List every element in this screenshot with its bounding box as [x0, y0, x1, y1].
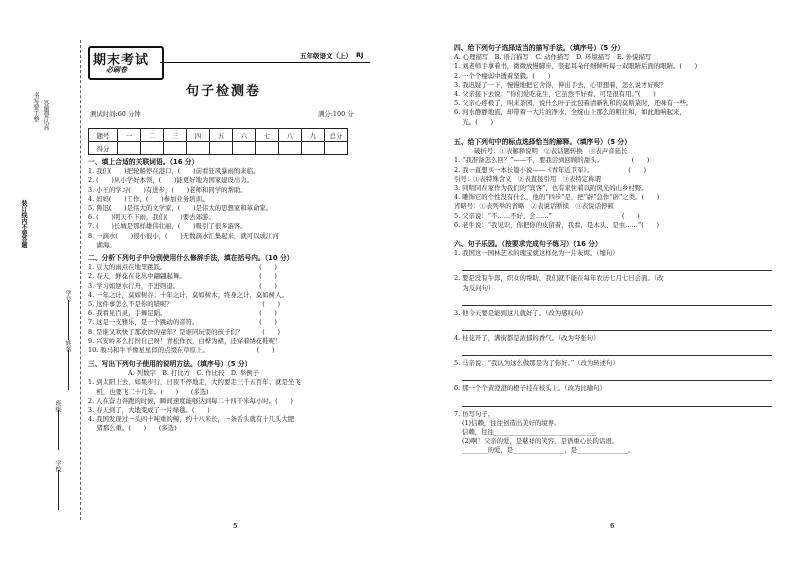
score-cell: 七 [256, 129, 279, 142]
section-title: 六、句子乐园。（按要求完成句子练习）（16 分） [454, 240, 602, 248]
score-cell: 五 [210, 129, 233, 142]
question-line[interactable]: 2. 一个个瘦弱中透着坚毅。( ) [454, 71, 551, 80]
question-line[interactable]: 4. 我国发现过一头四十吨重的鲸，约十八米长，一条舌头就有十几头大肥 [88, 415, 295, 424]
question-line[interactable]: 2. ( )从小学好本领，( )能更好地为国家建设出力。 [88, 176, 254, 185]
question-line[interactable]: 4. 一年之计，莫如树谷；十年之计，莫如树木；终身之计，莫如树人。 [88, 290, 288, 299]
school-fill-line[interactable] [58, 470, 59, 510]
answer-line[interactable] [454, 343, 784, 359]
question-line: 湖海。 [88, 240, 116, 249]
imitation-answer-1[interactable]: 信赖，往往________________________________ [462, 428, 597, 437]
question-line[interactable]: 1. 我们( )把轮船停在港口，( )前看狂风暴雨的来临。 [88, 167, 260, 176]
question-line[interactable]: 3. 学习如逆水行舟，不进则退。 ( ) [88, 281, 277, 290]
option-list: 引号：①表特殊含义 ②表直接引用 ③表特定称谓 [454, 174, 601, 183]
answer-line[interactable] [454, 368, 784, 384]
section-3 [88, 360, 388, 434]
question-line[interactable]: 2. 人在奋力奔跑的时候，瞬间速度能够达到每二十四千米每小时。( ) [88, 396, 293, 405]
score-table-header-row [89, 129, 348, 142]
binding-warning: 装订线内不要答题 [20, 200, 27, 248]
question-line: (1)信赖，往往创造出美好的境界。 [462, 418, 561, 427]
score-cell: 二 [141, 129, 164, 142]
score-cell: 总分 [325, 129, 348, 142]
question-line[interactable]: 4. 雕饰它的个性没有什么，他的“四步”是，把“辟”急作“辟”之类。( ) [454, 193, 660, 202]
class-fill-line[interactable] [58, 410, 59, 450]
section-2 [88, 254, 388, 355]
score-cell: 一 [118, 129, 141, 142]
score-input[interactable] [256, 142, 279, 155]
logo-sub-text: 必刷卷 [106, 66, 127, 74]
question-line[interactable]: 5. 父亲心疼极了，叫来茶园，说什么叶子比包着清新乳和的莫斯菜时，还味有一些。 [454, 99, 693, 108]
score-cell: 六 [233, 129, 256, 142]
page-number-left: 5 [233, 522, 238, 530]
logo-main-text: 期末考试 [93, 53, 150, 68]
question-line[interactable]: 1. 到太阳上去，如果步行，日夜不停地走，大约要走三千五百年；就是坐飞 [88, 378, 301, 387]
score-cell: 四 [187, 129, 210, 142]
question-line[interactable]: 1. 豆大的雨点在地里跳跃。 ( ) [88, 263, 277, 272]
page-number-right: 6 [610, 522, 615, 530]
score-input[interactable] [164, 142, 187, 155]
question-line[interactable]: 光。( ) [454, 117, 493, 126]
option-list: 省略号：①表列举的省略 ②表说话断续 ③表说话停顿 [454, 202, 614, 211]
score-input[interactable] [325, 142, 348, 155]
page-title: 句子检测卷 [186, 84, 262, 99]
question-line[interactable]: 6. 河水静静地流，却带着一大片的净水，全绽山上那么的粗壮和，如此地响起来， [454, 108, 686, 117]
name-fill-line[interactable] [68, 350, 69, 390]
question-line: (2)啊！父亲的爱，是慈祥的笑容，是语重心长的话语。 [462, 437, 619, 446]
header-rule [160, 62, 370, 63]
section-title: 一、填上合适的关联词语。（16 分） [88, 158, 199, 166]
question-line[interactable]: 10. 骏马和牛羊像星星似的点缀在草原上。 ( ) [88, 346, 275, 355]
question-line[interactable]: 7. ( )长城是那样雄伟壮丽，( )吸引了很多游客。 [88, 222, 247, 231]
binding-margin [0, 0, 82, 562]
section-6 [454, 240, 784, 456]
test-time: 测试时间:60 分钟 [90, 110, 141, 118]
score-input[interactable] [302, 142, 325, 155]
question-line[interactable]: 6. 我看见百灵，手舞足蹈。 ( ) [88, 309, 277, 318]
score-input[interactable] [187, 142, 210, 155]
question-line[interactable]: 6. 老牛说：“我见识，你把你的皮留着，我看，是木头、是虫……”( ) [454, 220, 659, 229]
question-line[interactable]: 9. 兴安岭多么打扮自己呀！青松作衣，白桦为裙，还穿着绣花鞋呢！ [88, 336, 282, 345]
score-cell: 九 [302, 129, 325, 142]
option-list: A. 列数字 B. 打比方 C. 作比较 D. 举例子 [128, 369, 259, 378]
margin-field-id: 学号 [64, 290, 71, 302]
score-input[interactable] [279, 142, 302, 155]
score-input[interactable] [210, 142, 233, 155]
full-score: 满分:100 分 [318, 110, 354, 118]
score-cell: 题号 [89, 129, 118, 142]
question-line: 3. 他今天要是能到这儿就好了。（改为感叹句） [454, 308, 587, 317]
question-line[interactable]: 2. 春天，鲜花在花丛中翩翩起舞。 ( ) [88, 272, 277, 281]
score-table-score-row [89, 142, 348, 155]
section-title: 五、给下列句中的标点选择恰当的解释。（填序号）（5 分） [454, 138, 632, 146]
question-line: 4. 桂花开了，满街都是浓郁的香气。（改为夸张句） [454, 334, 600, 343]
version-label: RJ [356, 51, 364, 59]
score-cell: 得分 [89, 142, 118, 155]
question-line: 5. 马亲说：“我认为这么做那是为了你好。”（改为转述句） [454, 359, 619, 368]
cut-line [80, 40, 81, 520]
question-line[interactable]: 7. 这是一支雅乐，是一个跳动的音符。 ( ) [88, 318, 277, 327]
margin-tip-2: 答题要认真 [42, 100, 49, 130]
section-title: 三、写出下列句子使用的说明方法。（填序号）（5 分） [88, 360, 252, 368]
answer-line[interactable] [454, 258, 784, 274]
question-line[interactable]: 3. 我迟疑了一下，慢慢地把它舍得，伸出手去，心里想着，怎么说才好呢？ [454, 80, 667, 89]
section-5 [454, 138, 784, 230]
score-table [88, 128, 348, 155]
subject-label: 五年级语文（上） [300, 52, 352, 60]
question-line: 1. 我国这一园林艺术的瑰宝就这样化为一片灰烬。（缩句） [454, 249, 619, 258]
question-line[interactable]: 3. 同明同在家作为我们的“宾客”，也有家住着以附风光的山乡村野。 [454, 184, 648, 193]
question-line[interactable]: 3. 春天到了，大地变成了一片绿毯。( ) [88, 406, 210, 415]
question-line[interactable]: 8. 是谁又欢快了那欢快的童年？是谁同玩耍的孩子们？ ( ) [88, 327, 281, 336]
question-line[interactable]: 5. 父亲说：“不……不好，会……” ( ) [454, 211, 640, 220]
question-line[interactable]: 3. 小王的学习( )有进步，( )老师和同学的帮助。 [88, 185, 247, 194]
answer-line[interactable] [454, 318, 784, 334]
score-input[interactable] [233, 142, 256, 155]
section-1 [88, 158, 388, 250]
margin-field-class: 班级 [54, 400, 61, 412]
question-line[interactable]: 5. 鲁迅( )是伟大的文学家，( )是伟大的思想家和革命家。 [88, 204, 273, 213]
score-input[interactable] [118, 142, 141, 155]
question-line: 7. 仿写句子。 [454, 409, 495, 418]
question-line[interactable]: 机，也要飞二十几年。( ) (多选) [88, 387, 209, 396]
option-list: A. 心理描写 B. 语言描写 C. 动作描写 D. 环境描写 E. 外貌描写 [454, 53, 652, 62]
margin-field-school: 学校 [54, 460, 61, 472]
question-line: 为反问句） [454, 283, 495, 292]
option-list: 破折号：①表解释说明 ②表话题转换 ③表声音延长 [474, 147, 628, 156]
question-line[interactable]: 猪那么重。( ) (多选) [88, 424, 177, 433]
section-4 [454, 44, 784, 127]
question-line[interactable]: 1. “我准备怎么回？”——不，要我尝到回顾的甜头。 ( ) [454, 156, 650, 165]
answer-line[interactable] [454, 394, 784, 410]
question-line: 2. 要是没有牛郎，织女的帮助，我们就不能在每年农历七月七日会面。（改 [454, 274, 664, 283]
score-input[interactable] [141, 142, 164, 155]
question-line[interactable]: 8. 一滴水( )很小很小，( )无数滴水汇集起来，就可以成江河 [88, 231, 279, 240]
score-cell: 三 [164, 129, 187, 142]
answer-line[interactable] [454, 293, 784, 309]
question-line[interactable]: 1. 刘老师手拿着书，微微放慢脚步，竖起耳朵仔细倾听每一双眼睛后面的眼睛。( ) [454, 62, 698, 71]
margin-tip-1: 书写要工整 [32, 92, 39, 122]
section-title: 四、给下列句子选择适当的描写手法。（填序号）（5 分） [454, 44, 625, 52]
brand-logo [88, 46, 164, 80]
question-line[interactable]: 2. 我一直想买一本长篇小说——《青年近卫军》。 ( ) [454, 165, 647, 174]
question-line[interactable]: 6. ( )明天不下雨，我们( )要去郊游。 [88, 213, 215, 222]
id-fill-line[interactable] [68, 300, 69, 340]
question-line[interactable]: 4. 妈妈( )工作，( )参加业务培训。 [88, 194, 209, 203]
score-cell: 八 [279, 129, 302, 142]
question-line: 6. 那一个个黄澄澄的橙子挂在枝头上。（改为比喻句） [454, 384, 606, 393]
margin-field-name: 姓名 [64, 340, 71, 352]
question-line[interactable]: 5. 这件事怎么不是你的错呢？ ( ) [88, 300, 281, 309]
section-title: 二、分析下列句子中分别使用什么修辞手法，填在括号内。（10 分） [88, 254, 294, 262]
imitation-answer-2[interactable]: ________的爱，是________________，是________________。 [462, 446, 635, 455]
question-line[interactable]: 4. 父亲接下去说：“你们爱吃花生，它虽然不好看，可是很有用。”( ) [454, 90, 656, 99]
